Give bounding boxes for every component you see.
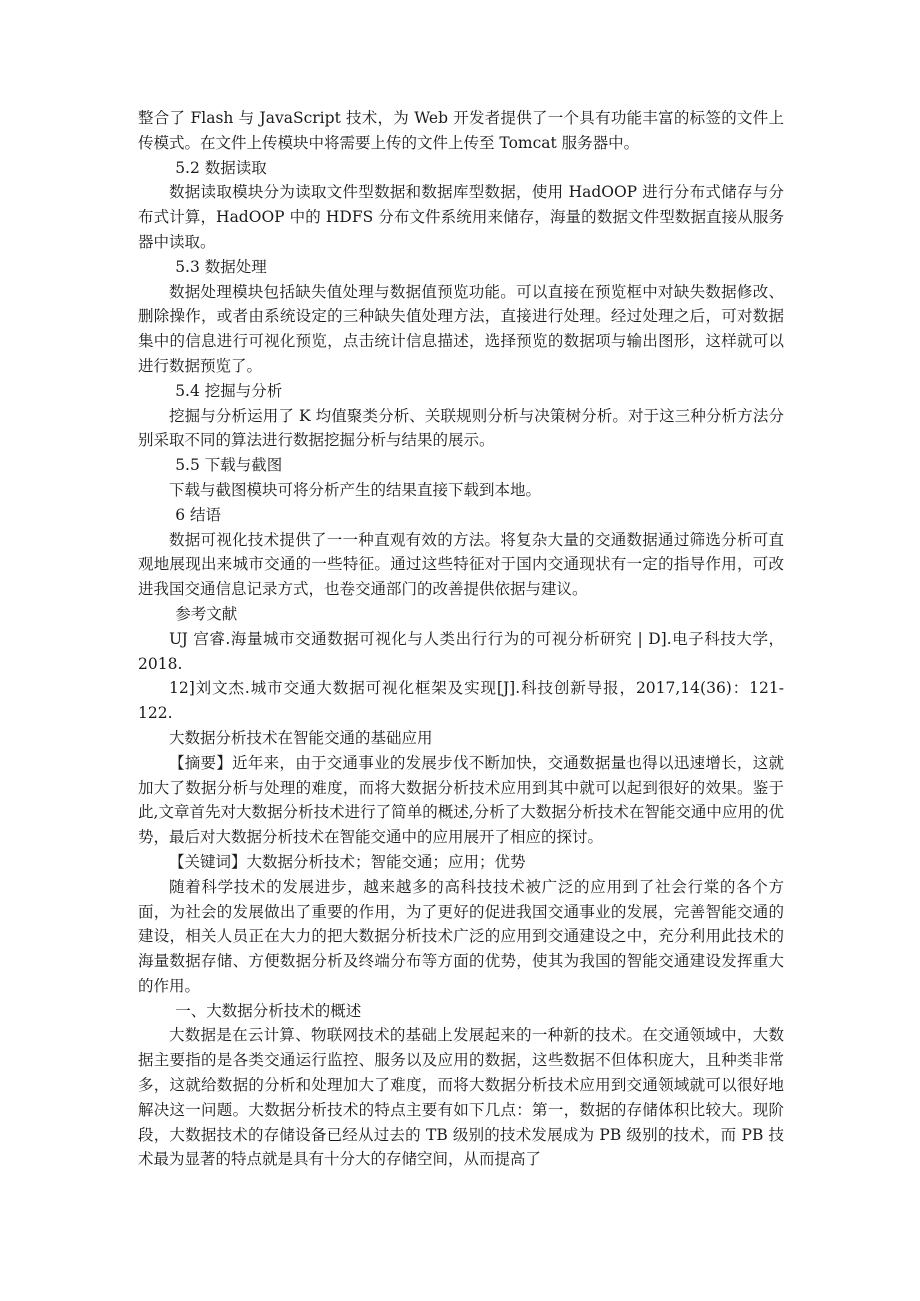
heading-section-1: 一、大数据分析技术的概述 xyxy=(175,1001,362,1020)
paragraph-data-reading: 数据读取模块分为读取文件型数据和数据库型数据，使用 HadOOP 进行分布式储存与分布式计算，HadOOP 中的 HDFS 分布文件系统用来储存，海量的数据文件型数据直接从服务器中读取。 xyxy=(138,183,784,251)
heading-5-4: 5.4 挖掘与分析 xyxy=(175,381,283,400)
heading-5-2: 5.2 数据读取 xyxy=(175,158,267,177)
paragraph-upload-continued: 整合了 Flash 与 JavaScript 技术，为 Web 开发者提供了一个具有功能丰富的标签的文件上传模式。在文件上传模块中将需要上传的文件上传至 Tomcat 服务器中。 xyxy=(138,109,784,152)
document-page xyxy=(138,106,784,1172)
paragraph-download-screenshot: 下载与截图模块可将分析产生的结果直接下载到本地。 xyxy=(169,480,542,499)
article-title: 大数据分析技术在智能交通的基础应用 xyxy=(169,728,433,747)
paragraph-abstract: 【摘要】近年来，由于交通事业的发展步伐不断加快，交通数据量也得以迅速增长，这就加大了数据分析与处理的难度，而将大数据分析技术应用到其中就可以起到很好的效果。鉴于此,文章首先对大数据分析技术进行了简单的概述,分析了大数据分析技术在智能交通中应用的优势，最后对大数据分析技术在智能交通中的应用展开了相应的探讨。 xyxy=(138,753,784,847)
paragraph-introduction: 随着科学技术的发展进步，越来越多的高科技技术被广泛的应用到了社会行棠的各个方面，为社会的发展做出了重要的作用，为了更好的促进我国交通事业的发展，完善智能交通的建设，相关人员正在大力的把大数据分析技术广泛的应用到交通建设之中，充分利用此技术的海量数据存储、方便数据分析及终端分布等方面的优势，使其为我国的智能交通建设发挥重大的作用。 xyxy=(138,877,784,995)
paragraph-mining-analysis: 挖掘与分析运用了 K 均值聚类分析、关联规则分析与决策树分析。对于这三种分析方法分别采取不同的算法进行数据挖掘分析与结果的展示。 xyxy=(138,406,784,450)
paragraph-data-processing: 数据处理模块包括缺失值处理与数据值预览功能。可以直接在预览框中对缺失数据修改、删除操作，或者由系统设定的三种缺失值处理方法，直接进行处理。经过处理之后，可对数据集中的信息进行可视化预览，点击统计信息描述，选择预览的数据项与输出图形，这样就可以进行数据预览了。 xyxy=(138,282,784,375)
paragraph-section-1: 大数据是在云计算、物联网技术的基础上发展起来的一种新的技术。在交通领域中，大数据主要指的是各类交通运行监控、服务以及应用的数据，这些数据不但体积庞大，且种类非常多，这就给数据的分析和处理加大了难度，而将大数据分析技术应用到交通领域就可以很好地解决这一问题。大数据分析技术的特点主要有如下几点：第一，数据的存储体积比较大。现阶段，大数据技术的存储设备已经从过去的 TB 级别的技术发展成为 PB 级别的技术，而 PB 技术最为显著的特点就是具有十分大的存储空间，从而提高了 xyxy=(138,1026,784,1169)
heading-references: 参考文献 xyxy=(175,604,238,623)
reference-item-2: 12]刘文杰.城市交通大数据可视化框架及实现[J].科技创新导报，2017,14(36)：121-122. xyxy=(138,679,784,723)
paragraph-keywords: 【关键词】大数据分析技术；智能交通；应用；优势 xyxy=(169,852,526,871)
reference-item-1: UJ 宫睿.海量城市交通数据可视化与人类出行行为的可视分析研究 | D].电子科技大学，2018. xyxy=(138,629,784,673)
paragraph-conclusion: 数据可视化技术提供了一一种直观有效的方法。将复杂大量的交通数据通过筛选分析可直观地展现出来城市交通的一些特征。通过这些特征对于国内交通现状有一定的指导作用，可改进我国交通信息记录方式，也卷交通部门的改善提供依据与建议。 xyxy=(138,530,784,599)
heading-5-3: 5.3 数据处理 xyxy=(175,257,267,276)
heading-conclusion: 6 结语 xyxy=(175,505,221,524)
heading-5-5: 5.5 下载与截图 xyxy=(175,456,283,475)
